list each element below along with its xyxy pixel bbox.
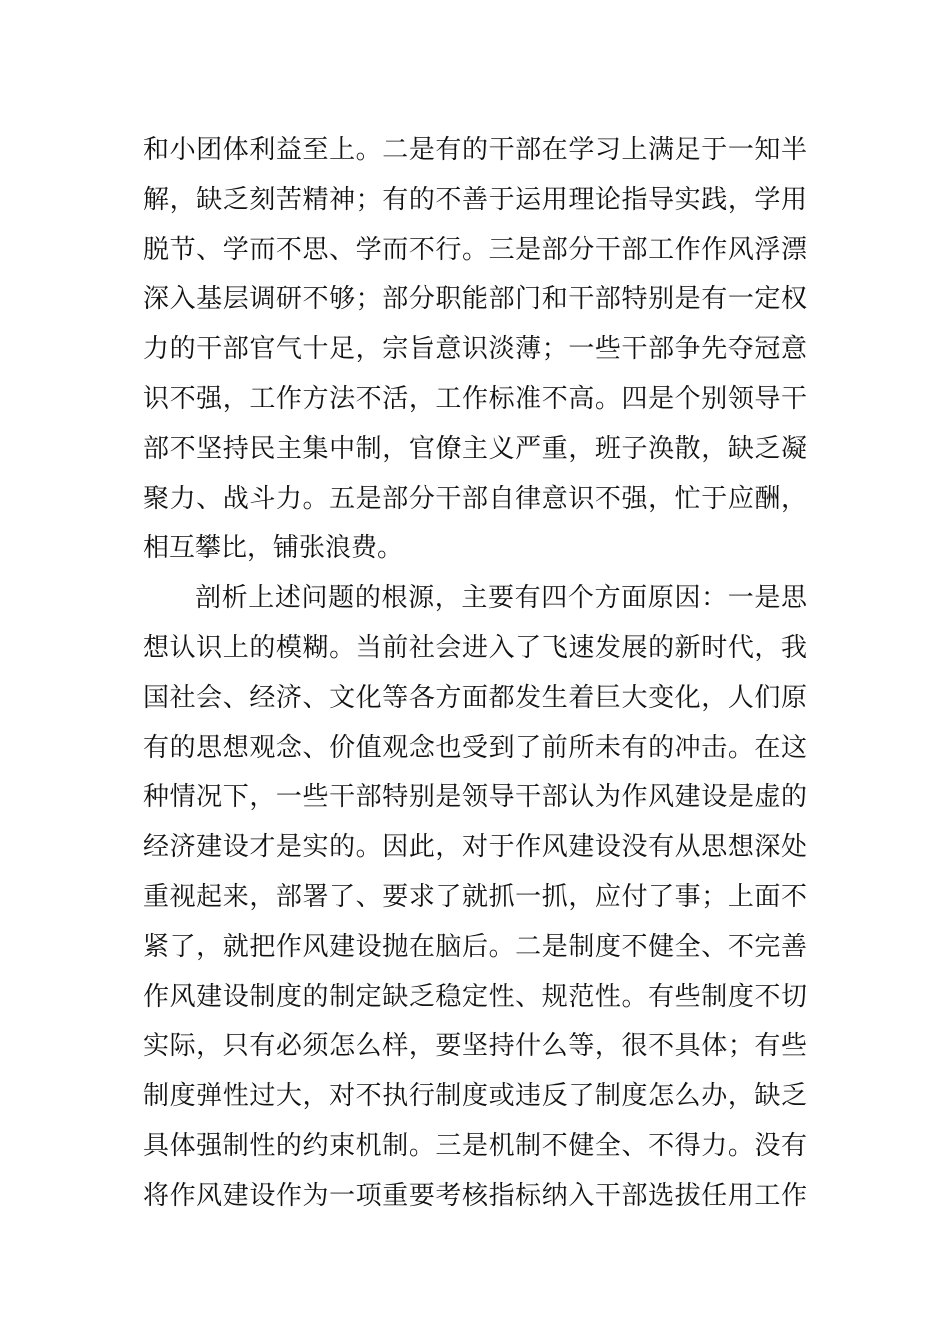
text-line: 力的干部官气十足，宗旨意识淡薄；一些干部争先夺冠意	[143, 334, 807, 365]
text-line: 相互攀比，铺张浪费。	[143, 533, 404, 564]
text-line: 和小团体利益至上。二是有的干部在学习上满足于一知半	[143, 135, 807, 165]
text-line: 作风建设制度的制定缺乏稳定性、规范性。有些制度不切	[143, 981, 807, 1012]
text-line: 经济建设才是实的。因此，对于作风建设没有从思想深处	[143, 832, 807, 863]
text-line: 聚力、战斗力。五是部分干部自律意识不强，忙于应酬，	[143, 483, 807, 514]
text-line: 国社会、经济、文化等各方面都发生着巨大变化，人们原	[143, 682, 807, 713]
body-text	[143, 126, 807, 1222]
text-line: 深入基层调研不够；部分职能部门和干部特别是有一定权	[143, 284, 807, 315]
text-line: 重视起来，部署了、要求了就抓一抓，应付了事；上面不	[143, 881, 807, 912]
text-line: 想认识上的模糊。当前社会进入了飞速发展的新时代，我	[143, 632, 807, 663]
text-line: 脱节、学而不思、学而不行。三是部分干部工作作风浮漂	[143, 234, 807, 265]
text-line: 紧了，就把作风建设抛在脑后。二是制度不健全、不完善	[143, 931, 807, 962]
text-line: 种情况下，一些干部特别是领导干部认为作风建设是虚的	[143, 782, 807, 813]
text-line: 部不坚持民主集中制，官僚主义严重，班子涣散，缺乏凝	[143, 433, 807, 464]
text-line: 将作风建设作为一项重要考核指标纳入干部选拔任用工作	[143, 1180, 807, 1211]
paragraph-start-line: 剖析上述问题的根源，主要有四个方面原因：一是思	[195, 583, 807, 614]
text-line: 具体强制性的约束机制。三是机制不健全、不得力。没有	[143, 1130, 807, 1161]
text-line: 实际，只有必须怎么样，要坚持什么等，很不具体；有些	[143, 1031, 807, 1062]
text-line: 制度弹性过大，对不执行制度或违反了制度怎么办，缺乏	[143, 1081, 807, 1112]
text-line: 识不强，工作方法不活，工作标准不高。四是个别领导干	[143, 383, 807, 414]
text-line: 解，缺乏刻苦精神；有的不善于运用理论指导实践，学用	[143, 184, 807, 215]
text-line: 有的思想观念、价值观念也受到了前所未有的冲击。在这	[143, 732, 807, 763]
